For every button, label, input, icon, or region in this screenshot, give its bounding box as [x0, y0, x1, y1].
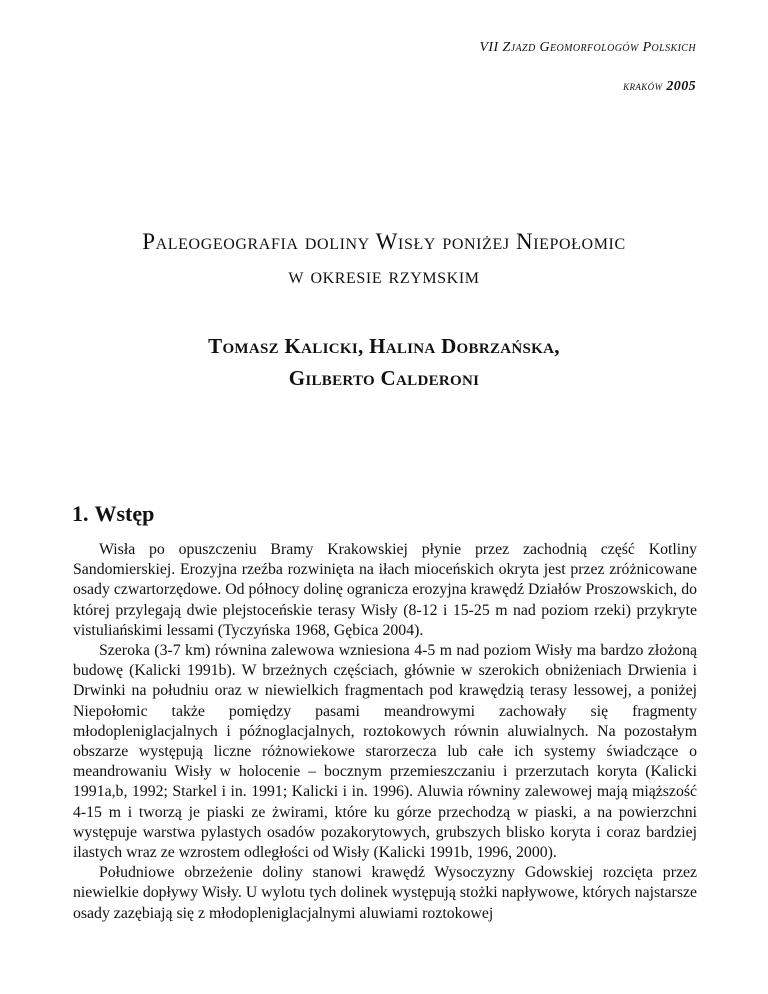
section-title: Wstęp [94, 501, 155, 526]
header-city: kraków [623, 78, 663, 93]
body-text [73, 540, 697, 924]
running-header-conference [479, 40, 696, 56]
running-header-place-year [623, 78, 696, 95]
paper-title-line-1: Paleogeografia doliny Wisły poniżej Niepołomic [142, 229, 626, 254]
header-roman-numeral: VII [479, 40, 499, 55]
paragraph: Wisła po opuszczeniu Bramy Krakowskiej płynie przez zachodnią część Kotliny Sandomierskiej. Erozyjna rzeźba rozwinięta na iłach mioceńskich okryta jest przez zróżnicowane osady czwartorzędowe. Od północy dolinę ogranicza erozyjna krawędź Działów Proszowskich, do której przylegają dwie plejstoceńskie terasy Wisły (8-12 i 15-25 m nad poziom rzeki) przykryte vistuliańskimi lessami (Tyczyńska 1968, Gębica 2004). [73, 541, 697, 639]
paragraph: Szeroka (3-7 km) równina zalewowa wzniesiona 4-5 m nad poziom Wisły ma bardzo złożoną budowę (Kalicki 1991b). W brzeżnych częściach, głównie w szerokich obniżeniach Drwienia i Drwinki na południu oraz w niewielkich fragmentach pod krawędzią terasy lessowej, a poniżej Niepołomic także pomiędzy pasami meandrowymi zachowały się fragmenty młodopleniglacjalnych i późnoglacjalnych, roztokowych równin aluwialnych. Na pozostałym obszarze występują liczne różnowiekowe starorzecza lub całe ich systemy świadczące o meandrowaniu Wisły w holocenie – bocznym przemieszczaniu i przerzutach koryta (Kalicki 1991a,b, 1992; Starkel i in. 1991; Kalicki i in. 1996). Aluwia równiny zalewowej mają miąższość 4-15 m i tworzą je piaski ze żwirami, które ku górze przechodzą w piaski, a na powierzchni występuje warstwa pylastych osadów pozakorytowych, grubszych blisko koryta i coraz bardziej ilastych wraz ze wzrostem odległości od Wisły (Kalicki 1991b, 1996, 2000). [73, 642, 697, 862]
paper-title-line-2: w okresie rzymskim [288, 263, 480, 288]
authors-line-2: Gilberto Calderoni [288, 366, 480, 390]
header-conference-name: Zjazd Geomorfologów Polskich [502, 40, 696, 55]
section-number: 1. [72, 501, 89, 526]
paragraph: Południowe obrzeżenie doliny stanowi krawędź Wysoczyzny Gdowskiej rozcięta przez niewielkie dopływy Wisły. U wylotu tych dolinek występują stożki napływowe, których najstarsze osady zazębiają się z młodopleniglacjalnymi aluwiami roztokowej [73, 864, 697, 922]
authors-line-1: Tomasz Kalicki, Halina Dobrzańska, [208, 334, 560, 358]
section-heading [72, 501, 154, 527]
header-year: 2005 [666, 79, 696, 94]
